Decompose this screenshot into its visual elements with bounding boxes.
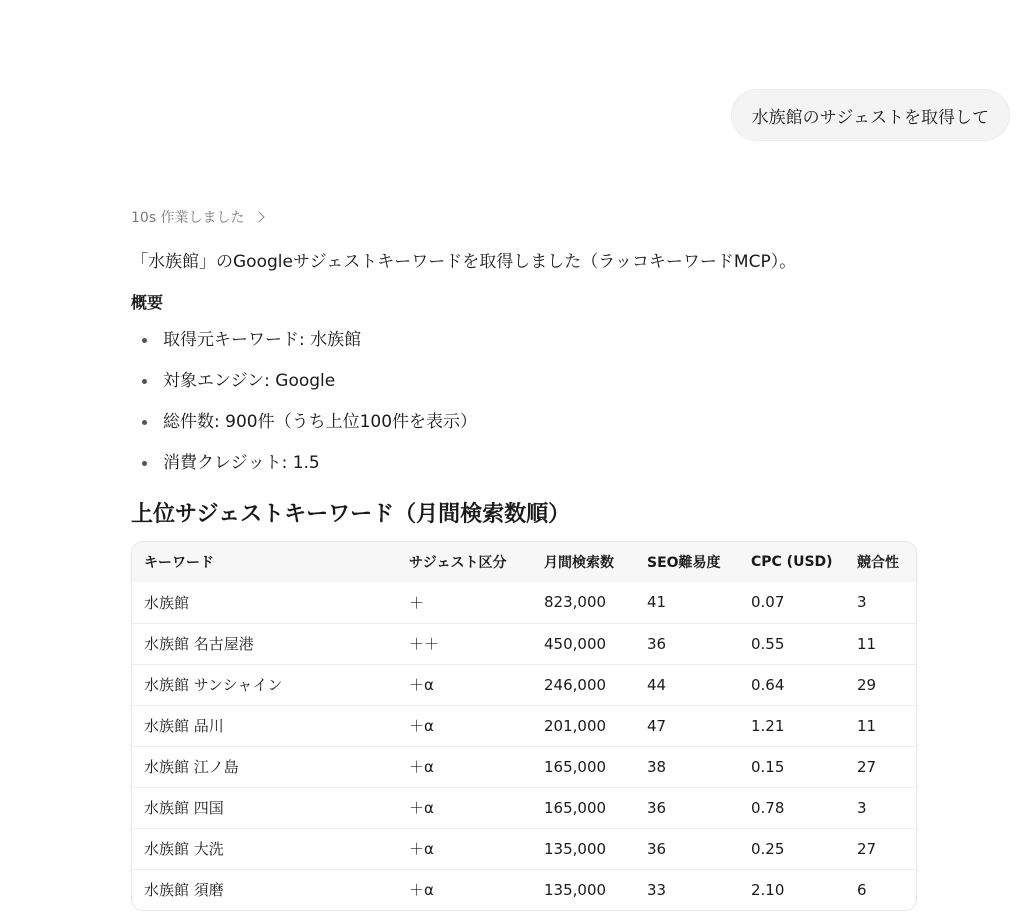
table-header-row (132, 542, 916, 582)
list-item: 消費クレジット: 1.5 (131, 451, 931, 475)
competition-cell: 27 (845, 828, 916, 869)
assistant-response (131, 206, 931, 911)
section-heading: 上位サジェストキーワード（月間検索数順） (131, 502, 571, 527)
seo-difficulty-cell: 38 (635, 746, 739, 787)
column-header-competition: 競合性 (857, 555, 899, 571)
keyword-cell: 水族館 品川 (132, 705, 397, 746)
cpc-cell: 2.10 (739, 869, 845, 910)
intro-text: 「水族館」のGoogleサジェストキーワードを取得しました（ラッコキーワードMCP）。 (131, 252, 797, 272)
overview-heading: 概要 (131, 293, 164, 312)
seo-difficulty-cell: 44 (635, 664, 739, 705)
chevron-right-icon (253, 211, 264, 222)
table-row (132, 623, 916, 664)
suggest-type-cell: ＋α (397, 787, 532, 828)
competition-cell: 11 (845, 705, 916, 746)
table-row (132, 869, 916, 910)
monthly-searches-cell: 165,000 (532, 787, 635, 828)
keyword-cell: 水族館 大洗 (132, 828, 397, 869)
table-row (132, 787, 916, 828)
cpc-cell: 0.55 (739, 623, 845, 664)
list-item: 総件数: 900件（うち上位100件を表示） (131, 410, 931, 434)
column-header-suggest-type: サジェスト区分 (409, 555, 507, 571)
keyword-cell: 水族館 名古屋港 (132, 623, 397, 664)
column-header-cpc: CPC (USD) (751, 554, 833, 570)
table-row (132, 828, 916, 869)
competition-cell: 27 (845, 746, 916, 787)
suggest-type-cell: ＋α (397, 705, 532, 746)
keyword-cell: 水族館 (144, 593, 190, 612)
cpc-cell: 1.21 (739, 705, 845, 746)
seo-difficulty-cell: 41 (647, 593, 667, 612)
monthly-searches-cell: 165,000 (532, 746, 635, 787)
monthly-searches-cell: 450,000 (532, 623, 635, 664)
cpc-cell: 0.78 (739, 787, 845, 828)
competition-cell: 3 (857, 593, 867, 612)
monthly-searches-cell: 823,000 (544, 593, 607, 612)
keyword-cell: 水族館 四国 (132, 787, 397, 828)
suggest-type-cell: ＋α (397, 664, 532, 705)
keyword-table-container (131, 541, 917, 911)
seo-difficulty-cell: 36 (635, 828, 739, 869)
cpc-cell: 0.07 (751, 593, 785, 612)
competition-cell: 11 (845, 623, 916, 664)
user-message-bubble (731, 89, 1010, 141)
seo-difficulty-cell: 36 (635, 623, 739, 664)
monthly-searches-cell: 246,000 (532, 664, 635, 705)
worked-label: 10s 作業しました (131, 210, 245, 226)
keyword-cell: 水族館 サンシャイン (132, 664, 397, 705)
competition-cell: 3 (845, 787, 916, 828)
list-item: 対象エンジン: Google (131, 369, 931, 393)
column-header-keyword: キーワード (144, 555, 214, 571)
list-item: 取得元キーワード: 水族館 (131, 328, 931, 352)
summary-list (131, 328, 931, 475)
seo-difficulty-cell: 36 (635, 787, 739, 828)
cpc-cell: 0.64 (739, 664, 845, 705)
user-message-text: 水族館のサジェストを取得して (751, 107, 989, 128)
monthly-searches-cell: 135,000 (532, 828, 635, 869)
suggest-type-cell: ＋ (409, 593, 425, 612)
suggest-type-cell: ＋＋ (397, 623, 532, 664)
column-header-monthly-searches: 月間検索数 (544, 555, 614, 571)
column-header-seo-difficulty: SEO難易度 (647, 555, 721, 571)
cpc-cell: 0.15 (739, 746, 845, 787)
seo-difficulty-cell: 33 (635, 869, 739, 910)
cpc-cell: 0.25 (739, 828, 845, 869)
table-row (132, 705, 916, 746)
competition-cell: 29 (845, 664, 916, 705)
suggest-type-cell: ＋α (397, 828, 532, 869)
table-row (132, 664, 916, 705)
worked-toggle[interactable] (131, 206, 931, 228)
keyword-cell: 水族館 江ノ島 (132, 746, 397, 787)
competition-cell: 6 (845, 869, 916, 910)
seo-difficulty-cell: 47 (635, 705, 739, 746)
monthly-searches-cell: 201,000 (532, 705, 635, 746)
monthly-searches-cell: 135,000 (532, 869, 635, 910)
keyword-cell: 水族館 須磨 (132, 869, 397, 910)
table-row (132, 746, 916, 787)
suggest-type-cell: ＋α (397, 869, 532, 910)
suggest-type-cell: ＋α (397, 746, 532, 787)
keyword-table (132, 542, 916, 910)
table-row (132, 582, 916, 623)
